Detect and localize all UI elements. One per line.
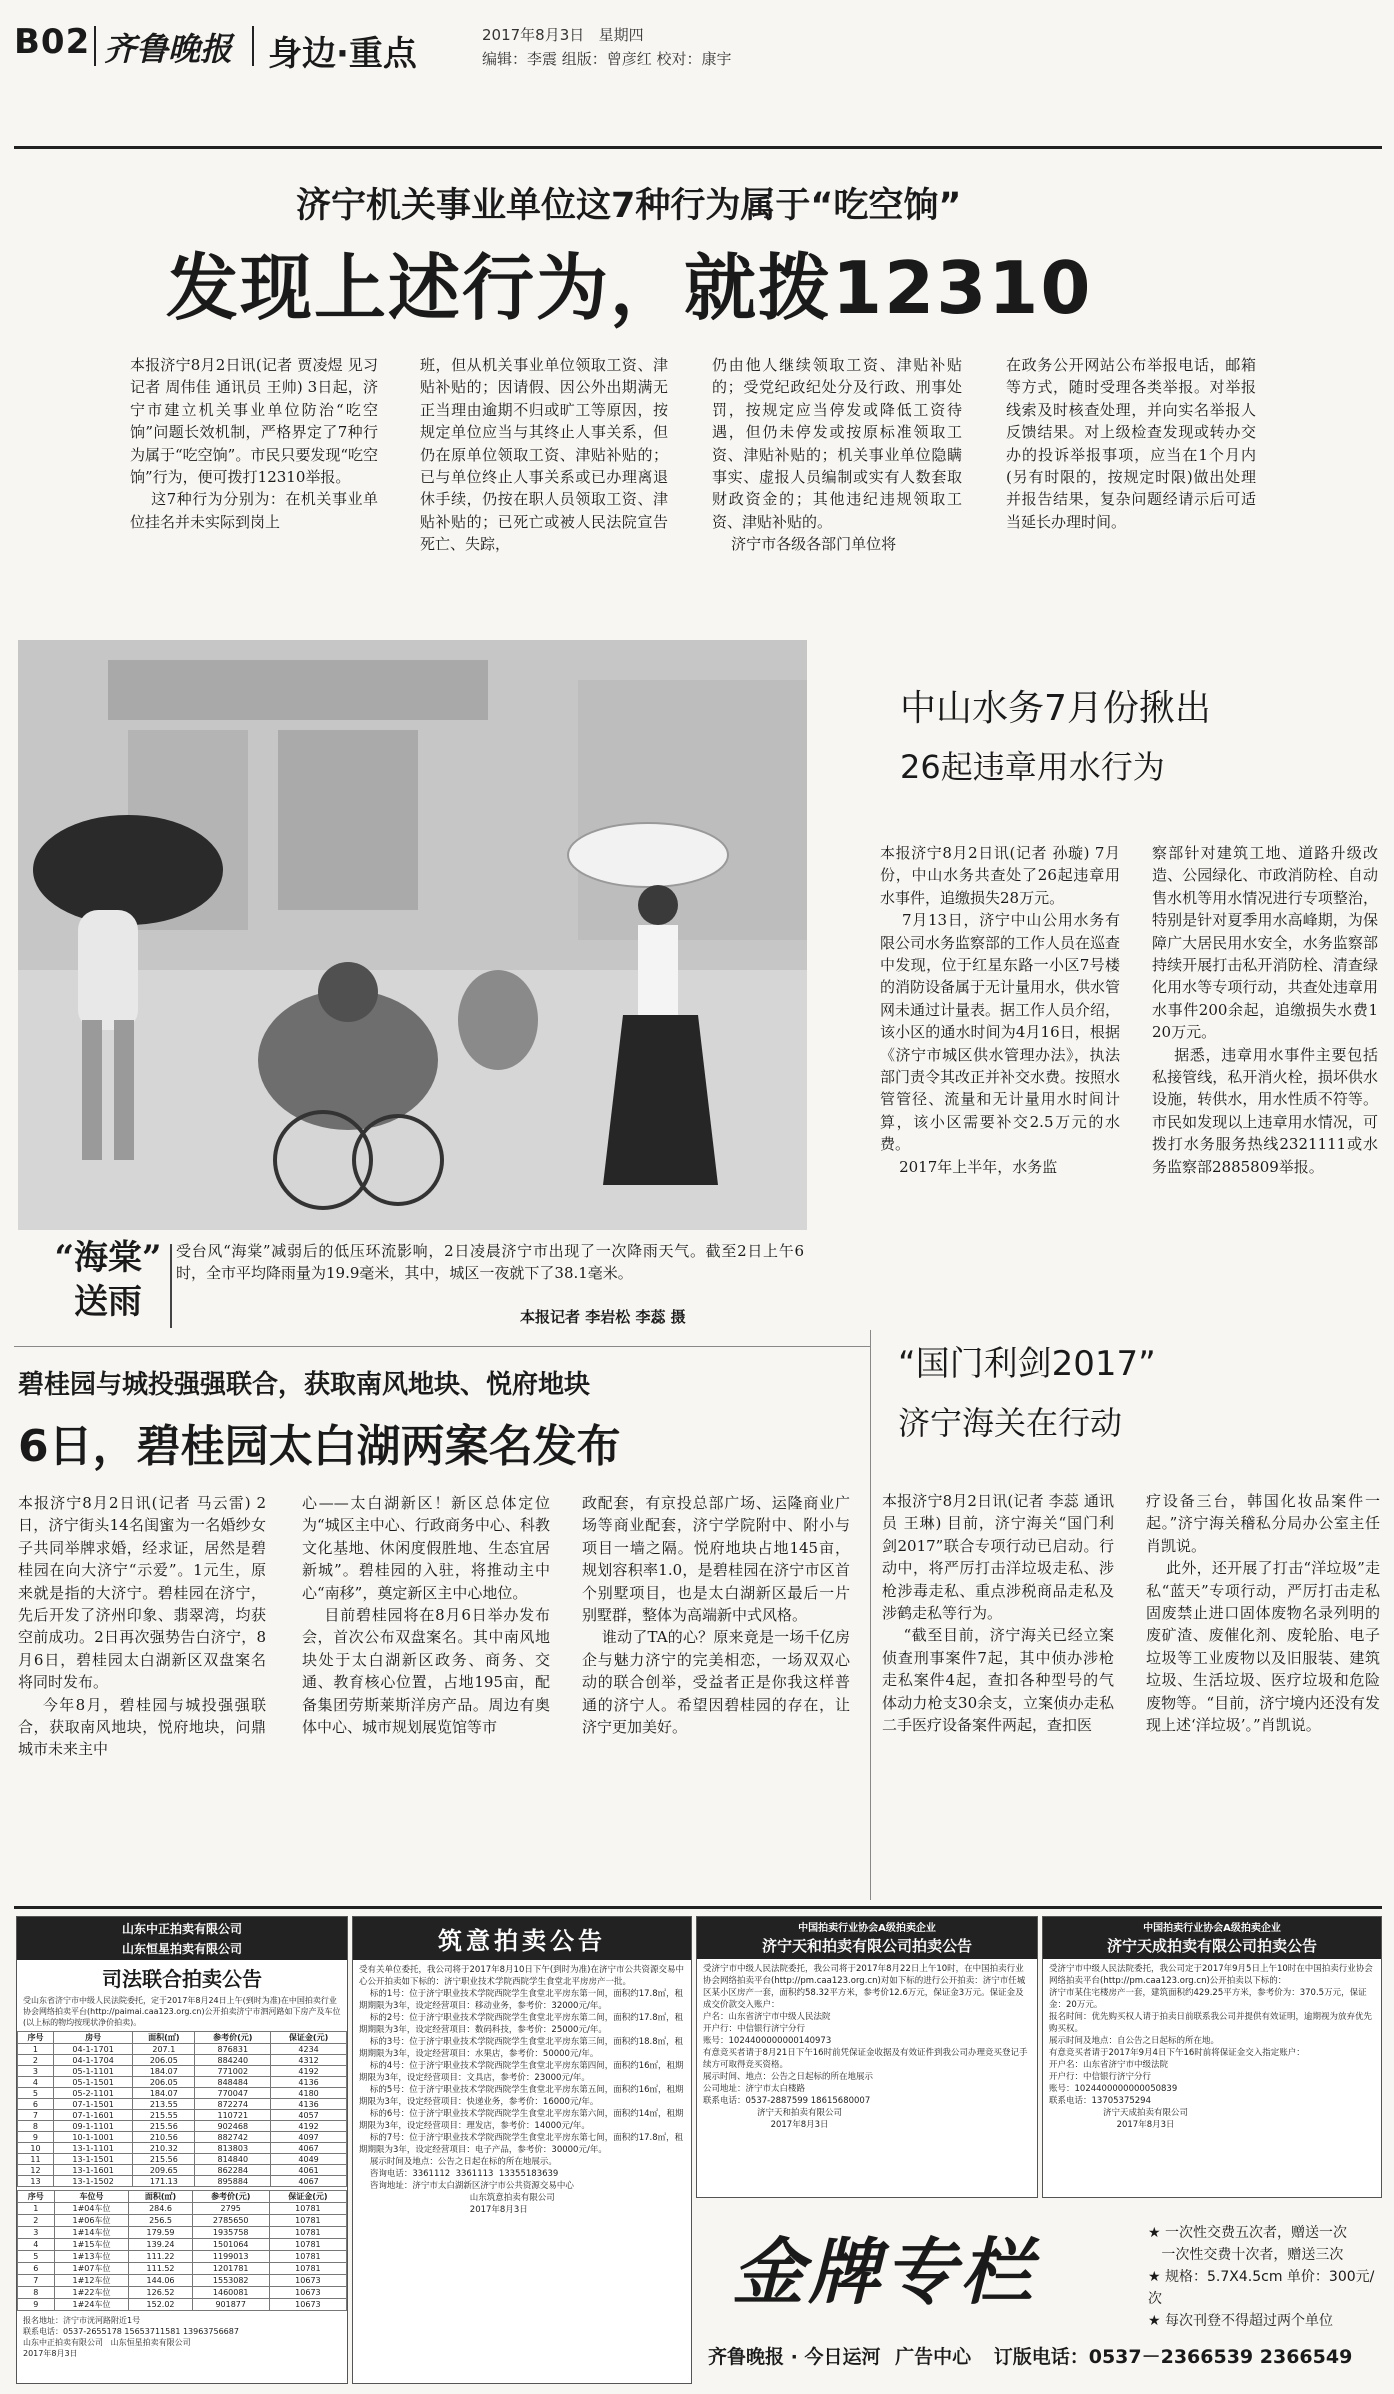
table-row (18, 2165, 347, 2176)
table-cell: 05-2-1101 (53, 2088, 132, 2099)
jinpai-item: 一次性交费十次者，赠送三次 (1161, 2247, 1344, 2263)
table-row (18, 2110, 347, 2121)
table-cell: 6 (18, 2099, 54, 2110)
table-cell: 4049 (271, 2154, 347, 2165)
table-row (18, 2143, 347, 2154)
column-rule (870, 1330, 871, 1900)
jinpai-title: 金牌专栏 (732, 2229, 1037, 2314)
table-cell: 10673 (269, 2275, 346, 2287)
photo-title-line2: 送雨 (74, 1282, 142, 1322)
table-cell: 9 (18, 2132, 54, 2143)
table-cell: 1#22车位 (54, 2287, 129, 2299)
table-cell: 13-1-1601 (53, 2165, 132, 2176)
table-cell: 179.59 (129, 2227, 192, 2239)
table-row (18, 2215, 347, 2227)
header-divider (94, 26, 96, 66)
table-cell: 09-1-1101 (53, 2121, 132, 2132)
table-cell: 4312 (271, 2055, 347, 2066)
ad1-house-table (17, 2031, 347, 2187)
table-cell: 1 (18, 2203, 55, 2215)
table-row (18, 2176, 347, 2187)
table-header-cell: 保证金(元) (271, 2032, 347, 2044)
table-cell: 206.05 (133, 2055, 195, 2066)
table-cell: 872274 (195, 2099, 271, 2110)
ad3-assoc: 中国拍卖行业协会A级拍卖企业 (697, 1917, 1037, 1934)
table-cell: 07-1-1601 (53, 2110, 132, 2121)
table-cell: 111.22 (129, 2251, 192, 2263)
section-title: 身边·重点 (268, 34, 417, 74)
table-row (18, 2066, 347, 2077)
table-cell: 1501064 (192, 2239, 269, 2251)
table-cell: 2 (18, 2055, 54, 2066)
table-cell: 813803 (195, 2143, 271, 2154)
jinpai-item: ★ 规格：5.7X4.5cm 单价：300元/次 (1148, 2269, 1375, 2307)
table-cell: 5 (18, 2088, 54, 2099)
table-cell: 4180 (271, 2088, 347, 2099)
table-cell: 111.52 (129, 2263, 192, 2275)
ad-tianhe-auction (696, 1916, 1038, 2198)
table-cell: 4 (18, 2077, 54, 2088)
table-cell: 10781 (269, 2227, 346, 2239)
customs-column-1: 本报济宁8月2日讯(记者 李蕊 通讯员 王琳) 目前，济宁海关“国门利剑2017”联合专项行动已启动。行动中，将严厉打击洋垃圾走私、涉枪涉毒走私、重点涉税商品走私及涉鹤走私等行为。 “截至目前，济宁海关已经立案侦查刑事案件7起，其中侦办涉枪走私案件4起，查扣各种型号的气体动力枪支30余支，立案侦办走私二手医疗设备案件两起，查扣医 (882, 1492, 1114, 1735)
photo-credit: 本报记者 李岩松 李蕊 摄 (520, 1308, 686, 1326)
table-cell: 2 (18, 2215, 55, 2227)
table-header-cell: 房号 (53, 2032, 132, 2044)
bgy-headline: 6日，碧桂园太白湖两案名发布 (18, 1421, 621, 1472)
table-cell: 256.5 (129, 2215, 192, 2227)
table-cell: 10-1-1001 (53, 2132, 132, 2143)
table-cell: 4 (18, 2239, 55, 2251)
table-cell: 10 (18, 2143, 54, 2154)
bgy-column-3: 政配套，有京投总部广场、运隆商业广场等商业配套，济宁学院附中、附小与项目一墙之隔。悦府地块占地145亩，规划容积率1.0，是碧桂园在济宁市区首个别墅项目，也是太白湖新区最后一片别墅群，整体为高端新中式风格。 谁动了TA的心？原来竟是一场千亿房企与魅力济宁的完美相恋，一场双双心动的联合创举，受益者正是你我这样普通的济宁人。希望因碧桂园的存在，让济宁更加美好。 (582, 1494, 850, 1737)
page-number: B02 (14, 22, 91, 62)
lead-column-3: 仍由他人继续领取工资、津贴补贴的；受党纪政纪处分及行政、刑事处罚，按规定应当停发或降低工资待遇，但仍未停发或按原标准领取工资、津贴补贴的；机关事业单位隐瞒事实、虚报人员编制或实有人数套取财政资金的；其他违纪违规领取工资、津贴补贴的。 济宁市各级各部门单位将 (712, 356, 962, 554)
photo-title-line1: “海棠” (54, 1238, 162, 1278)
table-cell: 4067 (271, 2176, 347, 2187)
water-column-2: 察部针对建筑工地、道路升级改造、公园绿化、市政消防栓、自动售水机等用水情况进行专项整治，特别是针对夏季用水高峰期，为保障广大居民用水安全，水务监察部持续开展打击私开消防栓、清查绿化用水等专项行动，共查处违章用水事件200余起，追缴损失水费120万元。 据悉，违章用水事件主要包括私接管线，私开消火栓，损坏供水设施，转供水，用水性质不符等。市民如发现以上违章用水情况，可拨打水务服务热线2321111或水务监察部2885809举报。 (1152, 844, 1378, 1176)
table-cell: 882742 (195, 2132, 271, 2143)
table-cell: 209.65 (133, 2165, 195, 2176)
lead-column-2: 班，但从机关事业单位领取工资、津贴补贴的；因请假、因公外出期满无正当理由逾期不归或旷工等原因，按规定单位应当与其终止人事关系，但仍在原单位领取工资、津贴补贴的；已与单位终止人事关系或已办理离退休手续，仍按在职人员领取工资、津贴补贴的；已死亡或被人民法院宣告死亡、失踪， (420, 356, 668, 554)
table-cell: 144.06 (129, 2275, 192, 2287)
table-cell: 10781 (269, 2251, 346, 2263)
table-cell: 814840 (195, 2154, 271, 2165)
table-cell: 213.55 (133, 2099, 195, 2110)
table-cell: 1935758 (192, 2227, 269, 2239)
photo-title (52, 1236, 164, 1324)
bgy-column-2: 心——太白湖新区！新区总体定位为“城区主中心、行政商务中心、科教文化基地、休闲度假胜地、生态宜居新城”。碧桂园的入驻，将推动主中心“南移”，奠定新区主中心地位。 目前碧桂园将在8月6日举办发布会，首次公布双盘案名。其中南风地块处于太白湖新区政务、商务、交通、教育核心位置，占地195亩，配备集团劳斯莱斯洋房产品。周边有奥体中心、城市规划展览馆等市 (302, 1494, 550, 1737)
table-cell: 1#06车位 (54, 2215, 129, 2227)
ad3-body: 受济宁市中级人民法院委托，我公司将于2017年8月22日上午10时，在中国拍卖行业协会网络拍卖平台(http://pm.caa123.org.cn)对如下标的进行公开拍卖：济宁市任城区某小区房产一套，面积约58.32平方米，参考价12.6万元，保证金3万元。保证金及成交价款交入账户： 户名：山东省济宁市中级人民法院 开户行：中信银行济宁分行 账号：1024400000000140973 有意竞买者请于8月21日下午16时前凭保证金收据及有效证件到我公司办理竞买登记手续方可取得竞买资格。 展示时间、地点：公告之日起标的所在地展示 公司地址：济宁市太白楼路 联系电话：0537-2887599 18615680007 济宁天和拍卖有限公司 2017年8月3日 (703, 1964, 1028, 2130)
table-header-cell: 序号 (18, 2032, 54, 2044)
jinpai-items (1148, 2222, 1380, 2332)
footer-dept: 广告中心 (895, 2346, 972, 2368)
table-header-cell: 保证金(元) (269, 2191, 346, 2203)
table-cell: 215.55 (133, 2110, 195, 2121)
table-row (18, 2239, 347, 2251)
table-row (18, 2275, 347, 2287)
table-cell: 4061 (271, 2165, 347, 2176)
table-cell: 4136 (271, 2099, 347, 2110)
table-header-cell: 参考价(元) (192, 2191, 269, 2203)
table-cell: 10673 (269, 2299, 346, 2311)
water-headline-1: 中山水务7月份揪出 (900, 688, 1211, 729)
table-cell: 1#14车位 (54, 2227, 129, 2239)
table-cell: 9 (18, 2299, 55, 2311)
ads-rule (14, 1906, 1382, 1909)
table-cell: 876831 (195, 2044, 271, 2055)
table-row (18, 2299, 347, 2311)
table-cell: 895884 (195, 2176, 271, 2187)
ad1-parking-table (17, 2190, 347, 2311)
jinpai-footer (708, 2342, 1352, 2369)
ad1-intro: 受山东省济宁市中级人民法院委托，定于2017年8月24日上午(到时为准)在中国拍卖行业协会网络拍卖平台(http://paimai.caa123.org.cn)公开拍卖济宁市泗河路如下房产及车位(以上标的物均按现状净价拍卖)。 (23, 1996, 341, 2027)
table-cell: 1#13车位 (54, 2251, 129, 2263)
table-row (18, 2099, 347, 2110)
table-cell: 184.07 (133, 2088, 195, 2099)
table-row (18, 2251, 347, 2263)
table-cell: 3 (18, 2227, 55, 2239)
rain-scene-illustration (18, 640, 807, 1230)
table-row (18, 2044, 347, 2055)
table-row (18, 2077, 347, 2088)
issue-date (482, 24, 644, 45)
rain-photo (18, 640, 807, 1230)
table-cell: 8 (18, 2121, 54, 2132)
table-cell: 215.56 (133, 2121, 195, 2132)
table-cell: 171.13 (133, 2176, 195, 2187)
table-cell: 770047 (195, 2088, 271, 2099)
table-cell: 4097 (271, 2132, 347, 2143)
table-cell: 284.6 (129, 2203, 192, 2215)
table-cell: 1553082 (192, 2275, 269, 2287)
table-cell: 184.07 (133, 2066, 195, 2077)
table-cell: 7 (18, 2275, 55, 2287)
table-cell: 1#04车位 (54, 2203, 129, 2215)
table-cell: 126.52 (129, 2287, 192, 2299)
table-cell: 1#07车位 (54, 2263, 129, 2275)
table-cell: 13-1-1101 (53, 2143, 132, 2154)
ad1-company-2: 山东恒星拍卖有限公司 (17, 1940, 347, 1960)
table-row (18, 2203, 347, 2215)
table-header-cell: 面积(㎡) (133, 2032, 195, 2044)
table-cell: 110721 (195, 2110, 271, 2121)
lead-kicker: 济宁机关事业单位这7种行为属于“吃空饷” (296, 186, 962, 226)
table-cell: 771002 (195, 2066, 271, 2077)
ad1-title: 司法联合拍卖公告 (102, 1967, 262, 1991)
table-cell: 1201781 (192, 2263, 269, 2275)
table-cell: 04-1-1701 (53, 2044, 132, 2055)
table-cell: 1#24车位 (54, 2299, 129, 2311)
bgy-kicker: 碧桂园与城投强强联合，获取南风地块、悦府地块 (18, 1370, 591, 1400)
table-cell: 05-1-1501 (53, 2077, 132, 2088)
header-rule (14, 146, 1382, 149)
table-row (18, 2132, 347, 2143)
ad-jinpai-column (696, 2202, 1380, 2382)
section-rule (14, 1346, 870, 1347)
table-cell: 13-1-1502 (53, 2176, 132, 2187)
table-cell: 4067 (271, 2143, 347, 2154)
table-header-cell: 车位号 (54, 2191, 129, 2203)
water-headline-2: 26起违章用水行为 (900, 748, 1165, 786)
weekday-text: 星期四 (598, 26, 644, 44)
table-cell: 13 (18, 2176, 54, 2187)
table-row (18, 2287, 347, 2299)
table-cell: 5 (18, 2251, 55, 2263)
table-cell: 10781 (269, 2215, 346, 2227)
ad-tiancheng-auction (1042, 1916, 1382, 2198)
table-row (18, 2227, 347, 2239)
table-row (18, 2121, 347, 2132)
footer-phone: 订版电话：0537－2366539 2366549 (993, 2346, 1353, 2368)
table-cell: 848484 (195, 2077, 271, 2088)
table-cell: 210.32 (133, 2143, 195, 2154)
table-cell: 07-1-1501 (53, 2099, 132, 2110)
ad2-title: 筑意拍卖公告 (353, 1917, 691, 1960)
jinpai-item: ★ 一次性交费五次者，赠送一次 (1148, 2225, 1348, 2241)
table-row (18, 2263, 347, 2275)
table-cell: 4192 (271, 2066, 347, 2077)
table-cell: 6 (18, 2263, 55, 2275)
footer-brand: 齐鲁晚报 · 今日运河 (708, 2346, 881, 2368)
date-text: 2017年8月3日 (482, 26, 585, 44)
table-header-cell: 序号 (18, 2191, 55, 2203)
table-cell: 10781 (269, 2203, 346, 2215)
ad2-body: 受有关单位委托，我公司将于2017年8月10日下午(到时为准)在济宁市公共资源交易中心公开拍卖如下标的：济宁职业技术学院西院学生食堂北平房房产一批。 标的1号：位于济宁职业技术学院西院学生食堂北平房东第一间，面积约17.8㎡，租期期限为3年，设定经营项目：移动业务，参考价：32000元/年。 标的2号：位于济宁职业技术学院西院学生食堂北平房东第二间，面积约17.8㎡，租期期限为3年，设定经营项目：数码科技，参考价：25000元/年。 标的3号：位于济宁职业技术学院西院学生食堂北平房东第三间，面积约18.8㎡，租期期限为3年，设定经营项目：水果店，参考价：50000元/年。 标的4号：位于济宁职业技术学院西院学生食堂北平房东第四间，面积约16㎡，租期期限为3年，设定经营项目：文具店，参考价：23000元/年。 标的5号：位于济宁职业技术学院西院学生食堂北平房东第五间，面积约16㎡，租期期限为3年，设定经营项目：快递业务，参考价：16000元/年。 标的6号：位于济宁职业技术学院西院学生食堂北平房东第六间，面积约14㎡，租期期限为3年，设定经营项目：理发店，参考价：14000元/年。 标的7号：位于济宁职业技术学院西院学生食堂北平房东第七间，面积约17.8㎡，租期期限为3年，设定经营项目：电子产品，参考价：30000元/年。 展示时间及地点：公告之日起在标的所在地展示。 咨询电话：3361112 3361113 13355183639 咨询地址：济宁市太白湖新区济宁市公共资源交易中心 山东筑意拍卖有限公司 2017年8月3日 (359, 1965, 684, 2215)
table-cell: 207.1 (133, 2044, 195, 2055)
table-cell: 1#15车位 (54, 2239, 129, 2251)
table-cell: 206.05 (133, 2077, 195, 2088)
table-cell: 902468 (195, 2121, 271, 2132)
table-cell: 884240 (195, 2055, 271, 2066)
table-cell: 4057 (271, 2110, 347, 2121)
table-header-cell: 参考价(元) (195, 2032, 271, 2044)
lead-column-1: 本报济宁8月2日讯(记者 贾凌煜 见习记者 周伟佳 通讯员 王帅) 3日起，济宁市建立机关事业单位防治“吃空饷”问题长效机制，严格界定了7种行为属于“吃空饷”。市民只要发现“吃空饷”行为，便可拨打12310举报。 这7种行为分别为：在机关事业单位挂名并未实际到岗上 (130, 356, 378, 531)
table-cell: 10781 (269, 2263, 346, 2275)
table-cell: 04-1-1704 (53, 2055, 132, 2066)
ad1-company-1: 山东中正拍卖有限公司 (17, 1917, 347, 1940)
table-cell: 1#12车位 (54, 2275, 129, 2287)
header-divider (252, 26, 254, 66)
table-cell: 1199013 (192, 2251, 269, 2263)
table-cell: 2795 (192, 2203, 269, 2215)
jinpai-item: ★ 每次刊登不得超过两个单位 (1148, 2313, 1334, 2329)
table-cell: 1460081 (192, 2287, 269, 2299)
lead-column-4: 在政务公开网站公布举报电话，邮箱等方式，随时受理各类举报。对举报线索及时核查处理，并向实名举报人反馈结果。对上级检查发现或转办交办的投诉举报事项，应当在1个月内(另有时限的，按规定时限)做出处理并报告结果，复杂问题经请示后可适当延长办理时间。 (1006, 356, 1256, 531)
table-cell: 4234 (271, 2044, 347, 2055)
table-cell: 4192 (271, 2121, 347, 2132)
ad4-body: 受济宁市中级人民法院委托，我公司定于2017年9月5日上午10时在中国拍卖行业协会网络拍卖平台(http://pm.caa123.org.cn)公开拍卖以下标的： 济宁市某住宅楼房产一套，建筑面积约429.25平方米，参考价为：370.5万元，保证金：20万元。 报名时间：优先购买权人请于拍卖日前联系我公司并提供有效证明，逾期视为放弃优先购买权。 展示时间及地点：自公告之日起标的所在地。 有意竞买者请于2017年9月4日下午16时前将保证金交入指定账户： 开户名：山东省济宁市中级法院 开户行：中信银行济宁分行 账号：1024400000000050839 联系电话：13705375294 济宁天成拍卖有限公司 2017年8月3日 (1049, 1964, 1373, 2130)
lead-headline: 发现上述行为，就拨12310 (166, 246, 1093, 330)
table-cell: 139.24 (129, 2239, 192, 2251)
ad4-title: 济宁天成拍卖有限公司拍卖公告 (1043, 1934, 1381, 1959)
customs-headline-2: 济宁海关在行动 (898, 1404, 1123, 1442)
water-column-1: 本报济宁8月2日讯(记者 孙璇) 7月份，中山水务共查处了26起违章用水事件，追缴损失28万元。 7月13日，济宁中山公用水务有限公司水务监察部的工作人员在巡查中发现，位于红星东路一小区7号楼的消防设备属于无计量用水，供水管网未通过计量表。据工作人员介绍，该小区的通水时间为4月16日，根据《济宁市城区供水管理办法》，执法部门责令其改正并补交水费。按照水管管径、流量和无计量用水时间计算，该小区需要补交2.5万元的水费。 2017年上半年，水务监 (880, 844, 1120, 1176)
table-cell: 2785650 (192, 2215, 269, 2227)
bgy-column-1: 本报济宁8月2日讯(记者 马云雷) 2日，济宁街头14名闺蜜为一名婚纱女子共同举牌求婚，经求证，居然是碧桂园在向大济宁“示爱”。1元生，原来就是指的大济宁。碧桂园在济宁，先后开发了济州印象、翡翠湾，均获空前成功。2日再次强势告白济宁，8月6日，碧桂园太白湖新区双盘案名将同时发布。 今年8月，碧桂园与城投强强联合，获取南风地块，悦府地块，问鼎城市未来主中 (18, 1494, 266, 1759)
photo-title-rule (170, 1244, 172, 1328)
table-cell: 210.56 (133, 2132, 195, 2143)
table-cell: 215.56 (133, 2154, 195, 2165)
table-cell: 7 (18, 2110, 54, 2121)
staff-line: 编辑：李震 组版：曾彦红 校对：康宇 (482, 50, 732, 68)
table-cell: 152.02 (129, 2299, 192, 2311)
table-header-cell: 面积(㎡) (129, 2191, 192, 2203)
table-cell: 3 (18, 2066, 54, 2077)
table-cell: 4136 (271, 2077, 347, 2088)
table-cell: 8 (18, 2287, 55, 2299)
customs-headline-1: “国门利剑2017” (898, 1344, 1156, 1384)
table-cell: 13-1-1501 (53, 2154, 132, 2165)
table-cell: 12 (18, 2165, 54, 2176)
ad4-assoc: 中国拍卖行业协会A级拍卖企业 (1043, 1917, 1381, 1934)
ad-judicial-auction (16, 1916, 348, 2384)
table-cell: 10781 (269, 2239, 346, 2251)
table-cell: 1 (18, 2044, 54, 2055)
table-cell: 10673 (269, 2287, 346, 2299)
newspaper-logo: 齐鲁晚报 (104, 30, 233, 68)
customs-column-2: 疗设备三台，韩国化妆品案件一起。”济宁海关稽私分局办公室主任肖凯说。 此外，还开展了打击“洋垃圾”走私“蓝天”专项行动，严厉打击走私固废禁止进口固体废物名录列明的废矿渣、废催化剂、废轮胎、电子垃圾等工业废物以及旧服装、建筑垃圾、生活垃圾、医疗垃圾和危险废物等。“目前，济宁境内还没有发现上述‘洋垃圾’。”肖凯说。 (1146, 1492, 1380, 1735)
table-cell: 901877 (192, 2299, 269, 2311)
table-cell: 862284 (195, 2165, 271, 2176)
table-row (18, 2055, 347, 2066)
table-row (18, 2154, 347, 2165)
ad3-title: 济宁天和拍卖有限公司拍卖公告 (697, 1934, 1037, 1959)
table-row (18, 2088, 347, 2099)
table-cell: 05-1-1101 (53, 2066, 132, 2077)
photo-caption: 受台风“海棠”减弱后的低压环流影响，2日凌晨济宁市出现了一次降雨天气。截至2日上午6时，全市平均降雨量为19.9毫米，其中，城区一夜就下了38.1毫米。 (176, 1242, 804, 1282)
table-cell: 11 (18, 2154, 54, 2165)
ad1-footer: 报名地址：济宁市洸河路附近1号 联系电话：0537-2655178 15653711581 13963756687 山东中正拍卖有限公司 山东恒星拍卖有限公司 2017年8月3日 (23, 2316, 239, 2358)
ad-zhuyi-auction (352, 1916, 692, 2384)
